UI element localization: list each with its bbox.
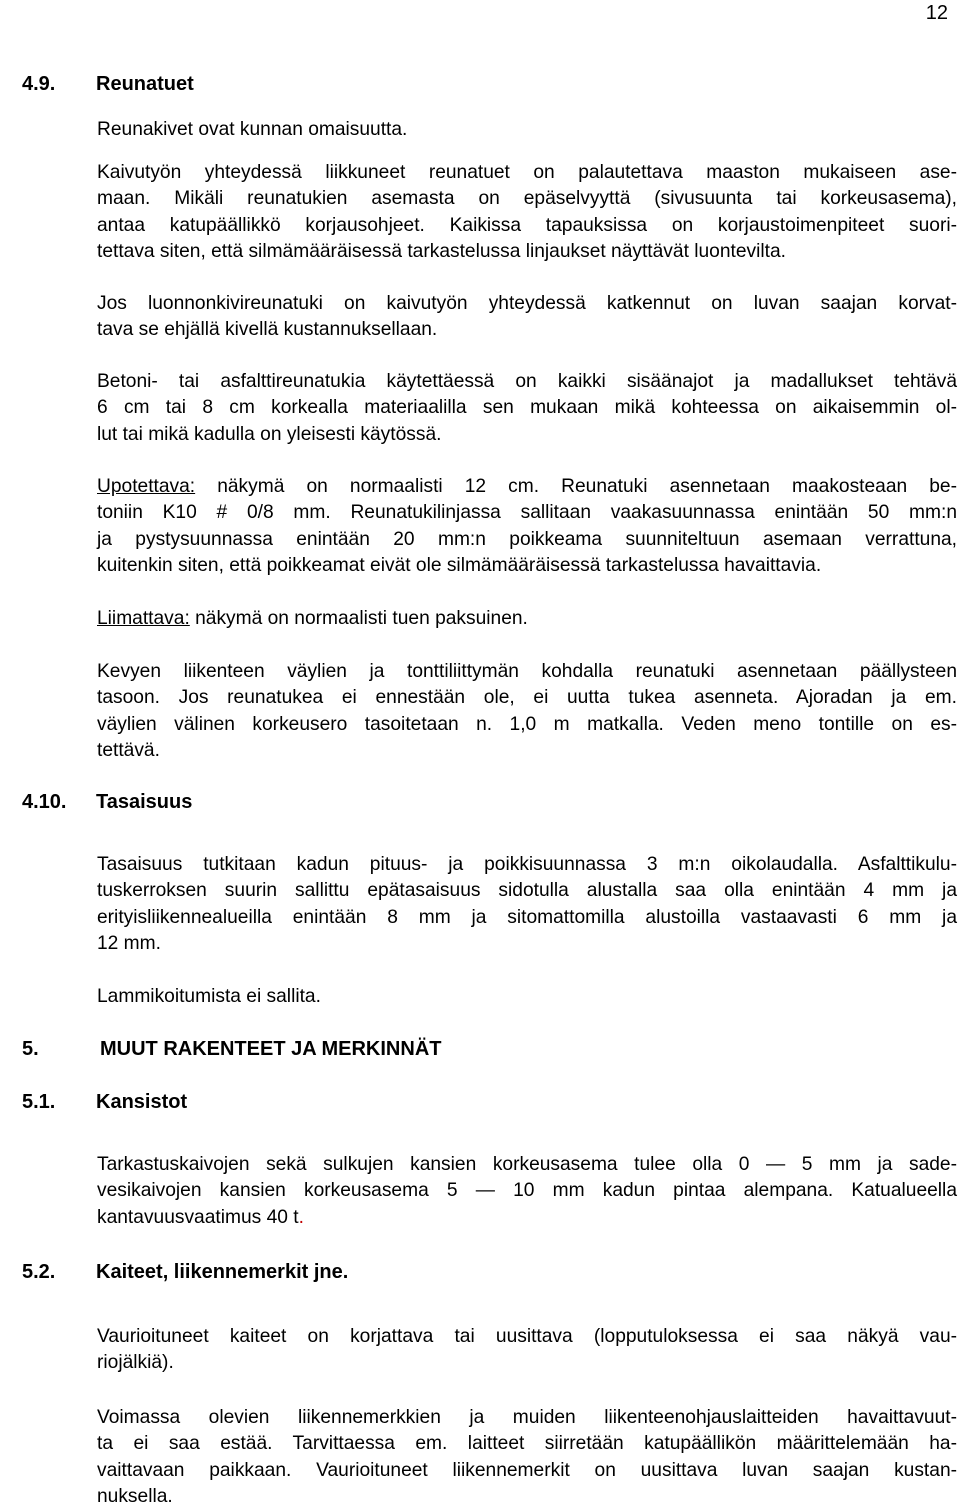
heading-5 <box>22 1036 441 1062</box>
paragraph-luonnonkivi <box>97 291 957 344</box>
text-line: Jos luonnonkivireunatuki on kaivutyön yhteydessä katkennut on luvan saajan korvat- <box>97 293 957 314</box>
text-line: kuitenkin siten, että poikkeamat eivät ole silmämääräisessä tarkastelussa havaittavia. <box>97 555 822 577</box>
text-line: Betoni- tai asfalttireunatukia käytettäessä on kaikki sisäänajot ja madallukset tehtävä <box>97 371 957 392</box>
text-line: Tarkastuskaivojen sekä sulkujen kansien korkeusasema tulee olla 0 — 5 mm ja sade- <box>97 1154 957 1175</box>
text-line: väylien välinen korkeusero tasoitetaan n. 1,0 m matkalla. Veden meno tontille on es- <box>97 713 957 735</box>
text-line: tettava siten, että silmämääräisessä tarkastelussa linjaukset näyttävät luontevilta. <box>97 241 786 263</box>
text-line: Kaivutyön yhteydessä liikkuneet reunatuet on palautettava maaston mukaiseen ase- <box>97 162 957 183</box>
text-line: ta ei saa estää. Tarvittaessa em. laitteet siirretään katupäällikön määrittelemään ha- <box>97 1433 957 1455</box>
text-line: Reunakivet ovat kunnan omaisuutta. <box>97 119 408 140</box>
paragraph-reunakivet <box>97 117 957 143</box>
heading-number: 5.1. <box>22 1091 56 1113</box>
text-line: erityisliikennealueilla enintään 8 mm ja sitomattomilla alustoilla vastaavasti 6 mm ja <box>97 906 957 928</box>
text-line: tasoon. Jos reunatukea ei ennestään ole, ei uutta tukea asenneta. Ajoradan ja em. <box>97 687 957 709</box>
text-line: vesikaivojen kansien korkeusasema 5 — 10 mm kadun pintaa alempana. Katualueella <box>97 1180 957 1202</box>
paragraph-kevyen-liikenteen <box>97 659 957 765</box>
heading-5-1 <box>22 1089 187 1115</box>
text-line: lut tai mikä kadulla on yleisesti käytössä. <box>97 423 442 445</box>
heading-title: Kaiteet, liikennemerkit jne. <box>96 1261 349 1283</box>
text-fragment: näkymä on normaalisti 12 cm. Reunatuki asennetaan maakosteaan be- <box>195 476 957 497</box>
text-line: Voimassa olevien liikennemerkkien ja muiden liikenteenohjauslaitteiden havaittavuut- <box>97 1407 957 1428</box>
text-line <box>97 474 957 500</box>
text-line: tuskerroksen suurin sallittu epätasaisuus sidotulla alustalla saa olla enintään 4 mm ja <box>97 880 957 902</box>
text-fragment: näkymä on normaalisti tuen paksuinen. <box>189 608 528 629</box>
paragraph-liimattava <box>97 606 957 632</box>
heading-number: 4.9. <box>22 73 56 95</box>
text-line: Tasaisuus tutkitaan kadun pituus- ja poikkisuunnassa 3 m:n oikolaudalla. Asfalttikulu- <box>97 854 957 875</box>
text-line: Lammikoitumista ei sallita. <box>97 986 321 1007</box>
text-line: Kevyen liikenteen väylien ja tonttiliittymän kohdalla reunatuki asennetaan päällysteen <box>97 661 957 682</box>
text-line: tettävä. <box>97 740 160 762</box>
paragraph-upotettava <box>97 474 957 580</box>
paragraph-kaiteet <box>97 1324 957 1377</box>
paragraph-kaivutyo <box>97 160 957 266</box>
text-line: tava se ehjällä kivellä kustannuksellaan. <box>97 319 438 341</box>
text-line: maan. Mikäli reunatukien asemasta on epäselvyyttä (sivusuunta tai korkeusasema), <box>97 188 957 210</box>
text-line <box>97 1205 957 1231</box>
red-period: . <box>298 1206 304 1228</box>
text-line <box>97 606 957 632</box>
text-line: riojälkiä). <box>97 1352 174 1374</box>
heading-5-2 <box>22 1259 348 1285</box>
text-line: antaa katupäällikkö korjausohjeet. Kaikissa tapauksissa on korjaustoimenpiteet suori- <box>97 214 957 236</box>
text-line: nuksella. <box>97 1486 173 1508</box>
liimattava-label: Liimattava: <box>97 608 190 629</box>
heading-4-9 <box>22 71 194 97</box>
heading-number: 5. <box>22 1038 39 1060</box>
paragraph-betoni <box>97 369 957 448</box>
page-number: 12 <box>925 2 948 24</box>
paragraph-liikennemerkit <box>97 1405 957 1511</box>
heading-4-10 <box>22 789 192 815</box>
heading-title: MUUT RAKENTEET JA MERKINNÄT <box>100 1038 442 1060</box>
text-line: Vaurioituneet kaiteet on korjattava tai uusittava (lopputuloksessa ei saa näkyä vau- <box>97 1326 957 1347</box>
heading-title: Kansistot <box>96 1091 188 1113</box>
text-line: 12 mm. <box>97 933 161 955</box>
paragraph-lammikoituminen <box>97 984 957 1010</box>
paragraph-kansistot <box>97 1152 957 1231</box>
heading-number: 4.10. <box>22 791 67 813</box>
text-line: vaittavaan paikkaan. Vaurioituneet liikennemerkit on uusittava luvan saajan kustan- <box>97 1459 957 1481</box>
text-line: toniin K10 # 0/8 mm. Reunatukilinjassa sallitaan vaakasuunnassa enintään 50 mm:n <box>97 502 957 524</box>
heading-number: 5.2. <box>22 1261 56 1283</box>
text-line: 6 cm tai 8 cm korkealla materiaalilla sen mukaan mikä kohteessa on aikaisemmin ol- <box>97 397 957 419</box>
text-fragment: kantavuusvaatimus 40 t <box>97 1206 299 1228</box>
heading-title: Tasaisuus <box>96 791 193 813</box>
text-line: ja pystysuunnassa enintään 20 mm:n poikkeama suunniteltuun asemaan verrattuna, <box>97 528 957 550</box>
paragraph-tasaisuus <box>97 852 957 958</box>
upotettava-label: Upotettava: <box>97 476 196 497</box>
heading-title: Reunatuet <box>96 73 194 95</box>
